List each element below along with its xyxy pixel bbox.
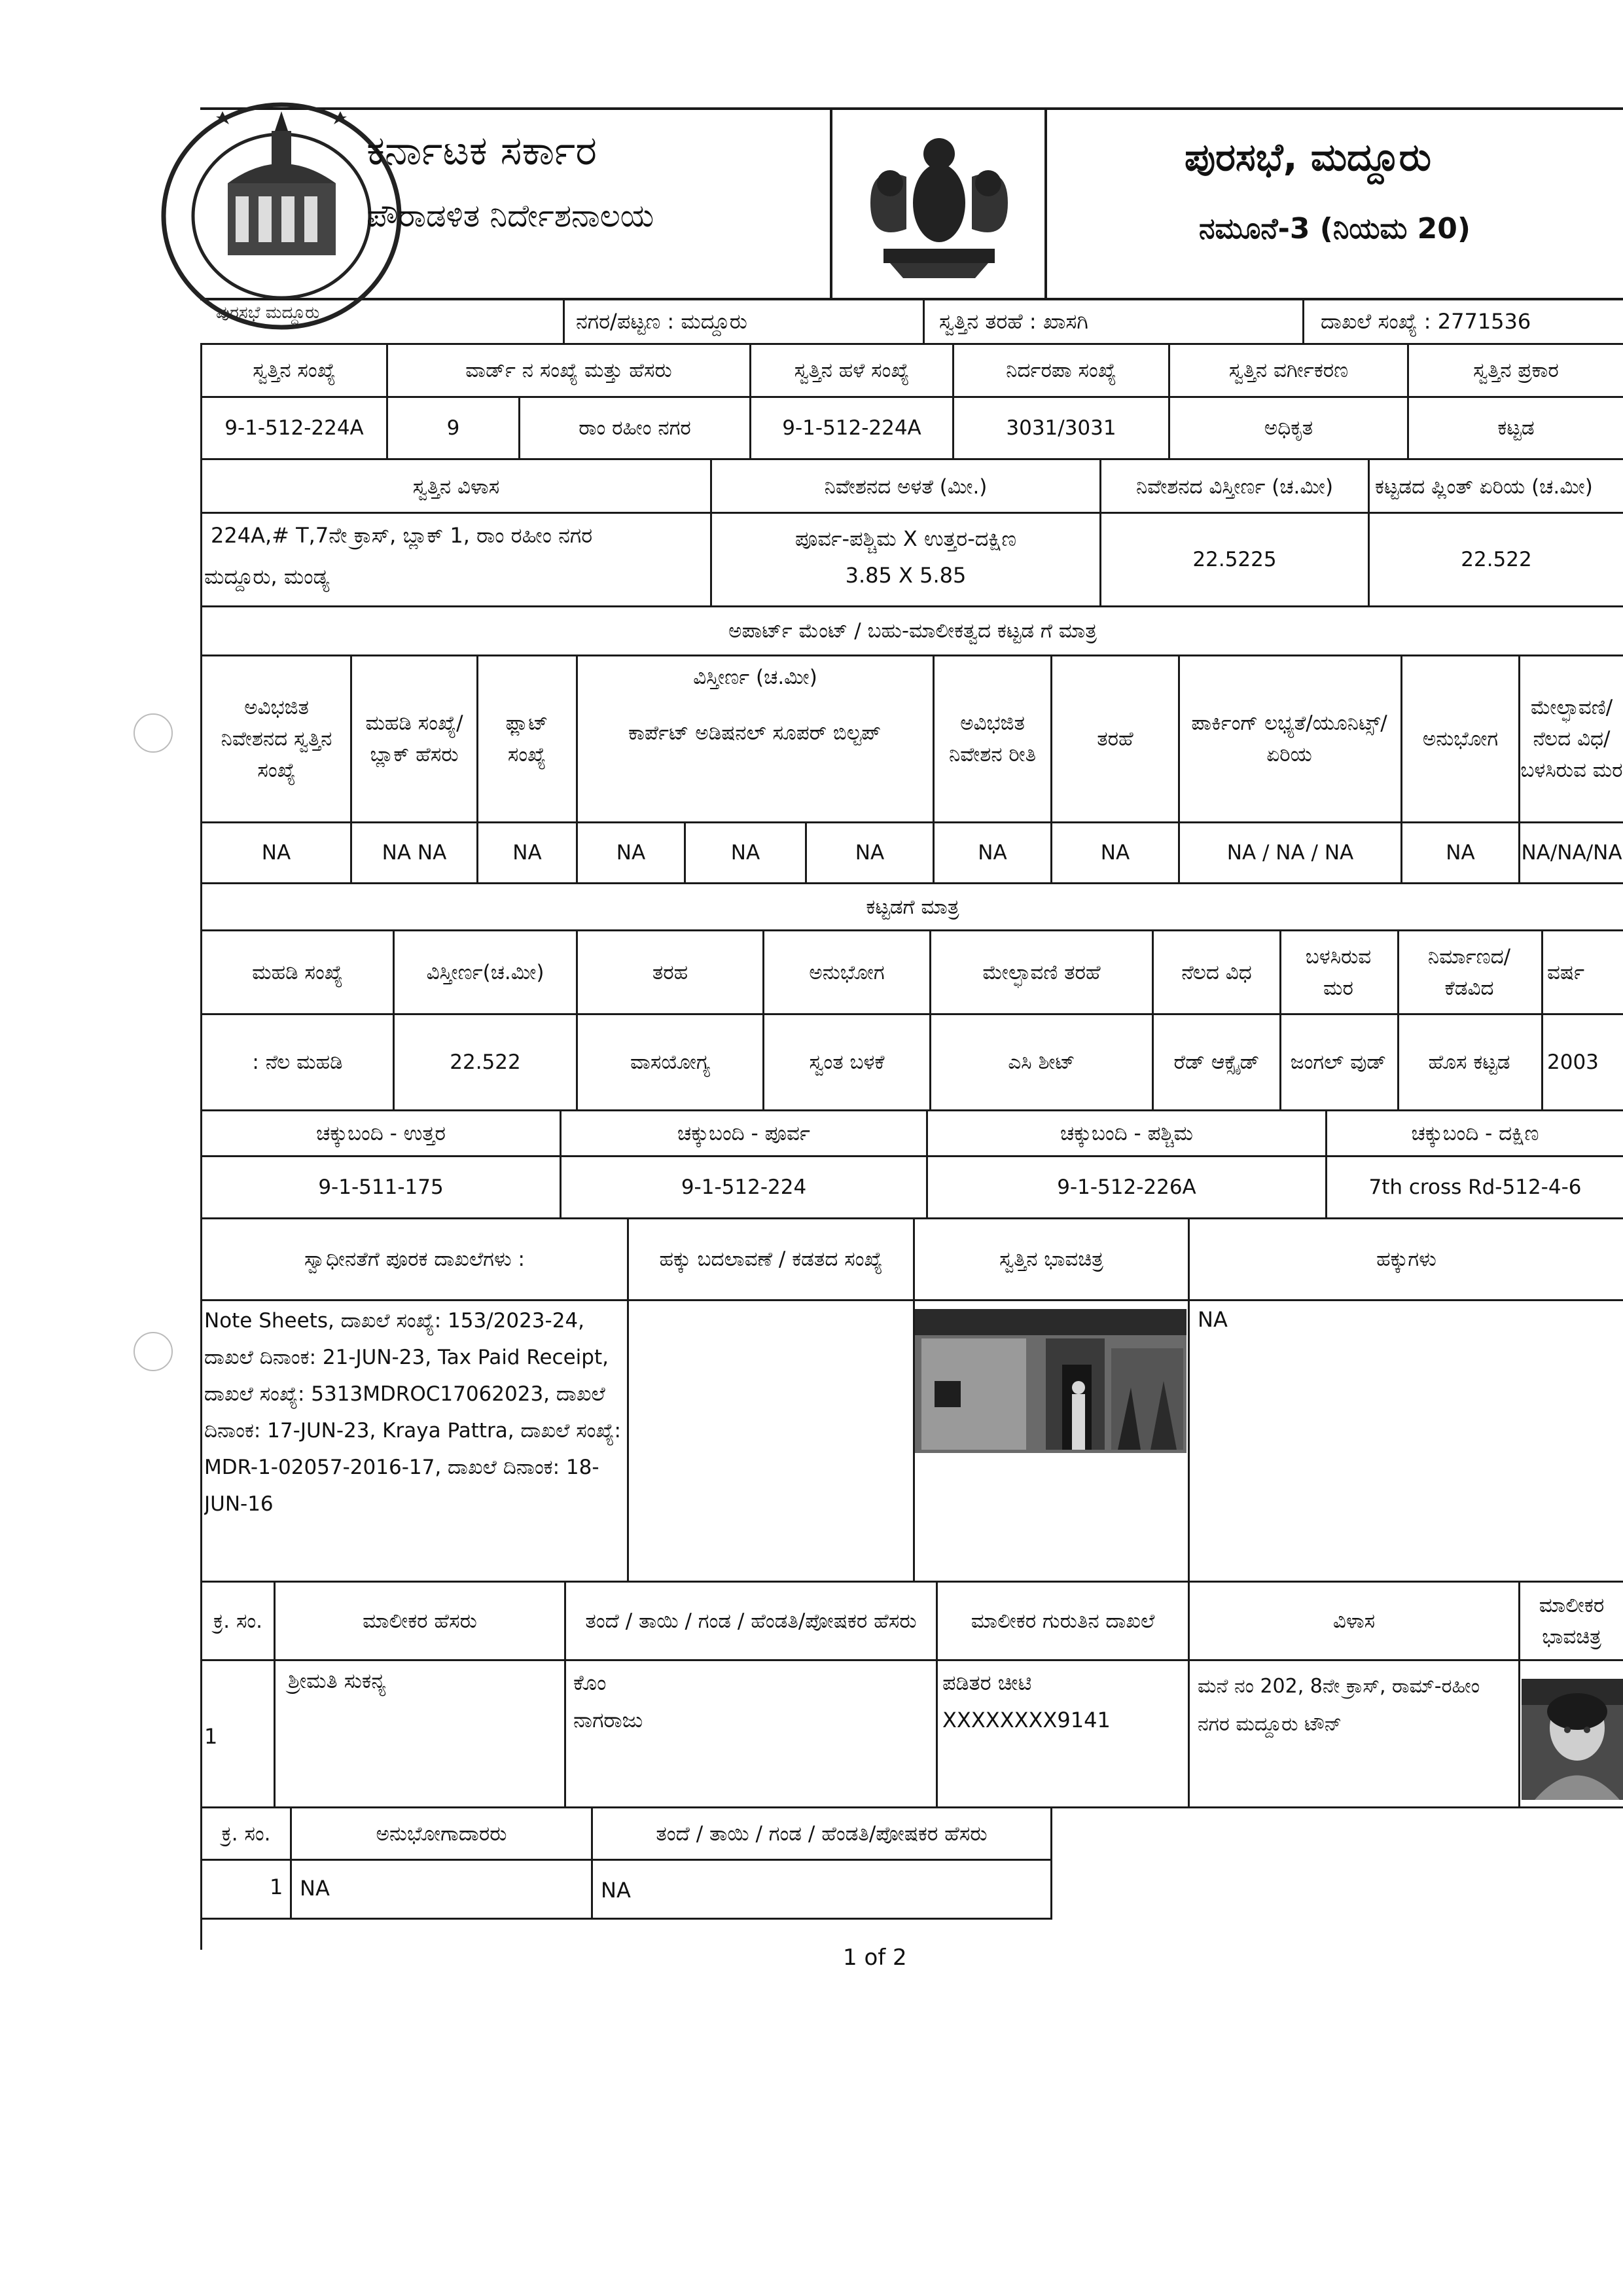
header-ward: ವಾರ್ಡ್ ನ ಸಂಖ್ಯೆ ಮತ್ತು ಹೆಸರು — [465, 359, 672, 382]
header-building-area: ವಿಸ್ತೀರ್ಣ(ಚ.ಮೀ) — [426, 960, 544, 984]
address-line-1: 224A,# T,7ನೇ ಕ್ರಾಸ್, ಬ್ಲಾಕ್ 1, ರಾಂ ರಹೀಂ ನಗರ — [211, 523, 593, 548]
apartment-value: NA — [1446, 841, 1475, 865]
apartment-value: NA / NA / NA — [1226, 841, 1354, 865]
header-occupant-relative: ತಂದೆ / ತಾಯಿ / ಗಂಡ / ಹೆಂಡತಿ/ಪೋಷಕರ ಹೆಸರು — [656, 1821, 988, 1846]
city: ನಗರ/ಪಟ್ಟಣ : ಮದ್ದೂರು — [576, 309, 747, 334]
roof-type: ಎಸಿ ಶೀಟ್ — [1008, 1050, 1075, 1074]
floor-number: : ನೆಲ ಮಹಡಿ — [252, 1050, 343, 1074]
header-owner-sl: ಕ್ರ. ಸಂ. — [213, 1609, 262, 1633]
old-property-number: 9-1-512-224A — [782, 416, 921, 440]
property-type: ಸ್ವತ್ತಿನ ತರಹೆ : ಖಾಸಗಿ — [939, 309, 1088, 334]
header-owner-relative: ತಂದೆ / ತಾಯಿ / ಗಂಡ / ಹೆಂಡತಿ/ಪೋಷಕರ ಹೆಸರು — [585, 1609, 917, 1633]
apartment-value: NA — [1100, 841, 1130, 865]
classification: ಅಧಿಕೃತ — [1264, 416, 1313, 440]
page-number: 1 of 2 — [843, 1945, 907, 1971]
header-site-area: ನಿವೇಶನದ ವಿಸ್ತೀರ್ಣ (ಚ.ಮೀ) — [1135, 475, 1334, 499]
header-floor-no: ಮಹಡಿ ಸಂಖ್ಯೆ — [252, 960, 343, 984]
header-boundary-west: ಚಕ್ಕುಬಂದಿ - ಪಶ್ಚಿಮ — [1060, 1121, 1193, 1145]
header-year: ವರ್ಷ — [1547, 960, 1585, 984]
state-emblem-icon — [844, 118, 1034, 288]
header-kind: ಸ್ವತ್ತಿನ ಪ್ರಕಾರ — [1473, 359, 1559, 382]
owner-sl: 1 — [204, 1724, 218, 1749]
apartment-value: NA — [730, 841, 760, 865]
header-type: ತರಹೆ — [1097, 727, 1133, 751]
apartment-value: NA — [512, 841, 542, 865]
header-old-no: ಸ್ವತ್ತಿನ ಹಳೆ ಸಂಖ್ಯೆ — [794, 359, 910, 382]
construction-year: 2003 — [1547, 1050, 1599, 1074]
wood-used: ಜಂಗಲ್ ವುಡ್ — [1290, 1050, 1387, 1074]
header-property-no: ಸ್ವತ್ತಿನ ಸಂಖ್ಯೆ — [253, 359, 336, 382]
header-boundary-south: ಚಕ್ಕುಬಂದಿ - ದಕ್ಷಿಣ — [1411, 1121, 1539, 1145]
property-number: 9-1-512-224A — [224, 416, 364, 440]
form-title: ನಮೂನೆ-3 (ನಿಯಮ 20) — [1199, 212, 1471, 245]
header-rights-change: ಹಕ್ಕು ಬದಲಾವಣೆ / ಕಡತದ ಸಂಖ್ಯೆ — [659, 1247, 883, 1271]
occupant-relative: NA — [601, 1878, 631, 1903]
owner-relative-name: ನಾಗರಾಜು — [573, 1708, 643, 1732]
header-boundary-north: ಚಕ್ಕುಬಂದಿ - ಉತ್ತರ — [316, 1121, 446, 1145]
apartment-value: NA — [261, 841, 291, 865]
header-area-subtypes: ಕಾರ್ಪೆಟ್ ಅಡಿಷನಲ್ ಸೂಪರ್ ಬಿಲ್ಟಪ್ — [628, 721, 881, 745]
document-number: ದಾಖಲೆ ಸಂಖ್ಯೆ : 2771536 — [1321, 309, 1531, 334]
header-boundary-east: ಚಕ್ಕುಬಂದಿ - ಪೂರ್ವ — [677, 1121, 810, 1145]
header-occupant-name: ಅನುಭೋಗಾದಾರರು — [376, 1821, 507, 1846]
owner-name: ಶ್ರೀಮತಿ ಸುಕನ್ಯ — [288, 1668, 386, 1693]
owner-address: ಮನೆ ನಂ 202, 8ನೇ ಕ್ರಾಸ್, ರಾಮ್-ರಹೀಂ ನಗರ ಮದ್ದೂರು ಟೌನ್ — [1198, 1675, 1480, 1736]
header-reg-no: ನಿರ್ದರಪಾ ಸಂಖ್ಯೆ — [1006, 359, 1116, 382]
building-area: 22.522 — [450, 1050, 521, 1074]
header-parking: ಪಾರ್ಕಿಂಗ್ ಲಭ್ಯತೆ/ಯೂನಿಟ್ಸ್/ಏರಿಯ — [1191, 711, 1387, 766]
header-building-usage: ಅನುಭೋಗ — [809, 960, 885, 984]
dimension-value: 3.85 X 5.85 — [845, 563, 967, 588]
owner-id-type: ಪಡಿತರ ಚೀಟಿ — [942, 1670, 1032, 1695]
header-classification: ಸ್ವತ್ತಿನ ವರ್ಗೀಕರಣ — [1228, 359, 1349, 382]
seal-text: ಪುರಸಭೆ ಮದ್ದೂರು — [216, 303, 320, 323]
building-section-title: ಕಟ್ಟಡಗೆ ಮಾತ್ರ — [866, 895, 959, 919]
government-title: ಕರ್ನಾಟಕ ಸರ್ಕಾರ — [366, 126, 597, 174]
ward-name: ರಾಂ ರಹೀಂ ನಗರ — [579, 416, 691, 440]
header-occupant-sl: ಕ್ರ. ಸಂ. — [221, 1821, 271, 1846]
occupant-name: NA — [300, 1876, 330, 1901]
punch-hole — [134, 1332, 173, 1371]
owner-photo — [1522, 1679, 1623, 1800]
apartment-value: NA — [978, 841, 1007, 865]
apartment-value: NA — [616, 841, 646, 865]
apartment-value: NA/NA/NA — [1521, 841, 1622, 865]
header-supporting-documents: ಸ್ವಾಧೀನತೆಗೆ ಪೂರಕ ದಾಖಲೆಗಳು : — [304, 1247, 525, 1271]
boundary-west: 9-1-512-226A — [1057, 1175, 1196, 1199]
owner-id-number: XXXXXXXX9141 — [942, 1708, 1111, 1732]
property-photo — [915, 1309, 1186, 1453]
header-floor-type: ನೆಲದ ವಿಧ — [1181, 960, 1252, 984]
registration-number: 3031/3031 — [1006, 416, 1116, 440]
owner-relation: ಕೊಂ — [573, 1670, 607, 1695]
ward-number: 9 — [446, 416, 460, 440]
header-address: ಸ್ವತ್ತಿನ ವಿಳಾಸ — [412, 475, 500, 499]
occupant-sl: 1 — [270, 1874, 283, 1899]
dimension-label: ಪೂರ್ವ-ಪಶ್ಚಿಮ X ಉತ್ತರ-ದಕ್ಷಿಣ — [794, 526, 1017, 551]
header-owner-address: ವಿಳಾಸ — [1332, 1609, 1376, 1633]
rights-value: NA — [1198, 1307, 1228, 1332]
header-roof-type: ಮೇಲ್ಛಾವಣಿ ತರಹೆ — [982, 960, 1101, 984]
address-line-2: ಮದ್ದೂರು, ಮಂಡ್ಯ — [204, 564, 330, 589]
apartment-value: NA NA — [382, 841, 447, 865]
header-wood-used: ಬಳಸಿರುವ ಮರ — [1305, 944, 1372, 1000]
floor-type: ರೆಡ್ ಆಕ್ಸೈಡ್ — [1173, 1050, 1260, 1074]
header-undivided-property-no: ಅವಿಭಜಿತ ನಿವೇಶನದ ಸ್ವತ್ತಿನ ಸಂಖ್ಯೆ — [221, 696, 332, 782]
punch-hole — [134, 713, 173, 753]
header-plinth-area: ಕಟ್ಟಡದ ಪ್ಲಿಂತ್ ಏರಿಯ (ಚ.ಮೀ) — [1375, 475, 1593, 499]
building-type: ವಾಸಯೋಗ್ಯ — [630, 1050, 710, 1074]
header-roof-floor-wood: ಮೇಲ್ಛಾವಣಿ/ನೆಲದ ವಿಧ/ಬಳಸಿರುವ ಮರ — [1520, 696, 1623, 782]
building-usage: ಸ್ವಂತ ಬಳಕೆ — [809, 1050, 885, 1074]
header-flat-no: ಫ್ಲಾಟ್ ಸಂಖ್ಯೆ — [505, 711, 548, 766]
boundary-south: 7th cross Rd-512-4-6 — [1368, 1175, 1582, 1199]
header-area: ವಿಸ್ತೀರ್ಣ (ಚ.ಮೀ) — [693, 666, 817, 689]
municipality-title: ಪುರಸಭೆ, ಮದ್ದೂರು — [1185, 135, 1431, 179]
header-site-dimension: ನಿವೇಶನದ ಅಳತೆ (ಮೀ.) — [824, 475, 988, 499]
property-kind: ಕಟ್ಟಡ — [1497, 416, 1535, 440]
header-owner-id: ಮಾಲೀಕರ ಗುರುತಿನ ದಾಖಲೆ — [971, 1609, 1155, 1633]
boundary-north: 9-1-511-175 — [318, 1175, 444, 1199]
apartment-section-title: ಅಪಾರ್ಟ್ ಮೆಂಟ್ / ಬಹು-ಮಾಲೀಕತ್ವದ ಕಟ್ಟಡ ಗೆ ಮಾತ್ರ — [728, 619, 1097, 643]
header-owner-photo: ಮಾಲೀಕರ ಭಾವಚಿತ್ರ — [1539, 1593, 1605, 1649]
header-construction: ನಿರ್ಮಾಣದ/ ಕೆಡವಿದ — [1427, 944, 1511, 1000]
boundary-east: 9-1-512-224 — [681, 1175, 807, 1199]
header-rights: ಹಕ್ಕುಗಳು — [1376, 1247, 1436, 1271]
apartment-value: NA — [855, 841, 885, 865]
site-area: 22.5225 — [1192, 548, 1277, 571]
supporting-documents-text: Note Sheets, ದಾಖಲೆ ಸಂಖ್ಯೆ: 153/2023-24, ದಾಖಲೆ ದಿನಾಂಕ: 21-JUN-23, Tax Paid Receipt, ದಾಖಲೆ ಸಂಖ್ಯೆ: 5313MDROC17062023, ದಾಖಲೆ ದಿನಾಂಕ: 17-JUN-23, Kraya Pattra, ದಾಖಲೆ ಸಂಖ್ಯೆ: MDR-1-02057-2016-17, ದಾಖಲೆ ದಿನಾಂಕ: 18-JUN-16 — [204, 1309, 621, 1516]
header-floor-block: ಮಹಡಿ ಸಂಖ್ಯೆ/ಬ್ಲಾಕ್ ಹೆಸರು — [365, 711, 463, 766]
header-usage: ಅನುಭೋಗ — [1422, 727, 1499, 751]
header-undivided-method: ಅವಿಭಜಿತ ನಿವೇಶನ ರೀತಿ — [948, 711, 1037, 766]
header-owner-name: ಮಾಲೀಕರ ಹೆಸರು — [363, 1609, 477, 1633]
header-property-photo: ಸ್ವತ್ತಿನ ಭಾವಚಿತ್ರ — [999, 1247, 1103, 1271]
construction-status: ಹೊಸ ಕಟ್ಟಡ — [1428, 1050, 1510, 1074]
directorate-title: ಪೌರಾಡಳಿತ ನಿರ್ದೇಶನಾಲಯ — [366, 198, 654, 234]
header-building-type: ತರಹ — [652, 960, 688, 984]
plinth-area: 22.522 — [1461, 548, 1532, 571]
